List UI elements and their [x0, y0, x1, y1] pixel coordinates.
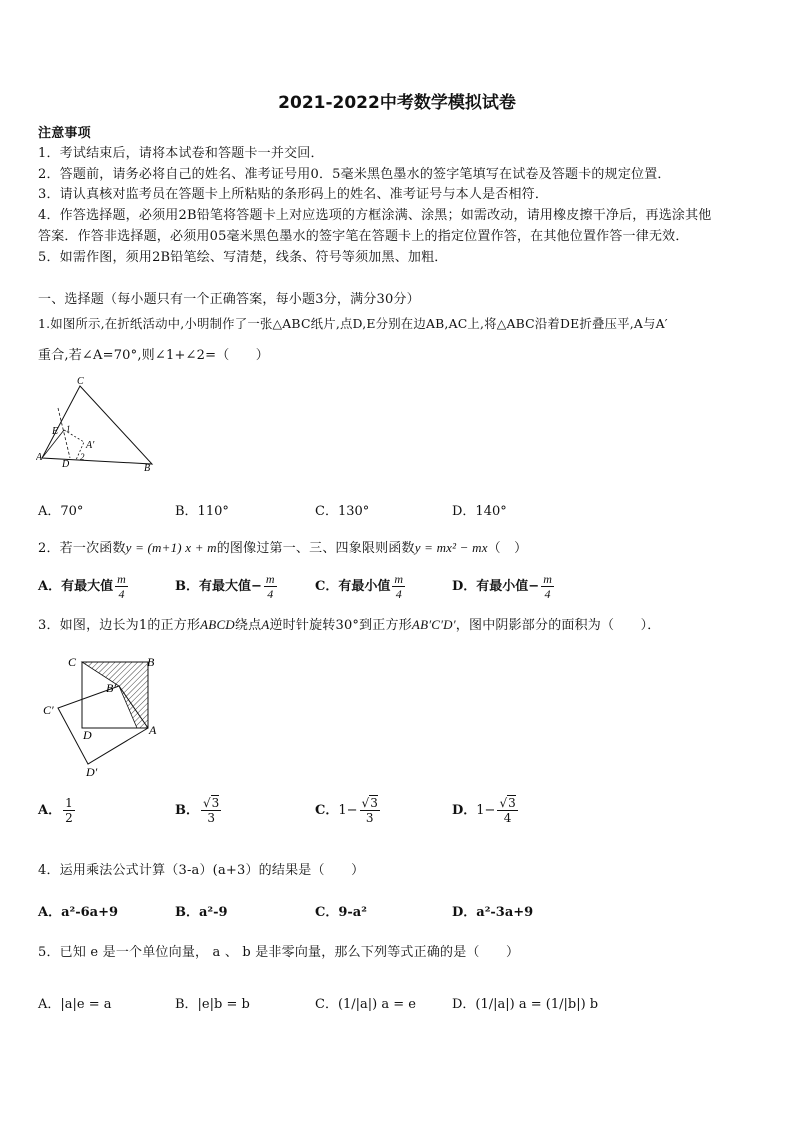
- note-item: 4．作答选择题，必须用2B铅笔将答题卡上对应选项的方框涂满、涂黑；如需改动，请用橡皮擦干净后，再选涂其他: [38, 208, 712, 223]
- page-title: 2021-2022中考数学模拟试卷: [278, 93, 516, 113]
- q4-stem: 4．运用乘法公式计算（3-a）(a+3）的结果是（ ）: [38, 863, 365, 878]
- q2-mid: 的图像过第一、三、四象限则函数: [216, 541, 415, 556]
- label-C: C: [68, 655, 77, 669]
- label-E: E: [52, 426, 59, 437]
- label-A: A: [36, 452, 43, 463]
- q1-option-c[interactable]: C．130°: [315, 504, 370, 519]
- q3-option-b[interactable]: B． $\frac{√3}{3}$: [175, 796, 220, 825]
- label-D: D: [62, 459, 70, 470]
- note-item: 5．如需作图，须用2B铅笔绘、写清楚，线条、符号等须加黑、加粗．: [38, 250, 448, 265]
- q2-option-d[interactable]: D．有最小值− $\frac{m}{4}$: [452, 572, 552, 601]
- q5-stem: 5．已知 e 是一个单位向量， a 、 b 是非零向量，那么下列等式正确的是（ ）: [38, 945, 520, 960]
- q2-option-b[interactable]: B．有最大值− $\frac{m}{4}$: [175, 572, 275, 601]
- q3-option-d[interactable]: D．1− $\frac{√3}{4}$: [452, 796, 516, 825]
- label-D: D: [83, 728, 92, 742]
- q4-option-a[interactable]: A．a²-6a+9: [38, 905, 119, 920]
- q1-option-a[interactable]: A．70°: [38, 504, 84, 519]
- note-item: 答案．作答非选择题，必须用05毫米黑色墨水的签字笔在答题卡上的指定位置作答，在其他位置作答一律无效．: [38, 229, 689, 244]
- note-item: 2．答题前，请务必将自己的姓名、准考证号用0．5毫米黑色墨水的签字笔填写在试卷及答题卡的规定位置．: [38, 167, 671, 182]
- q2-option-c[interactable]: C．有最小值 $\frac{m}{4}$: [315, 572, 404, 601]
- q2-option-a[interactable]: A．有最大值 $\frac{m}{4}$: [38, 572, 126, 601]
- label-B: B: [147, 655, 155, 669]
- q2-pre: 2．若一次函数: [38, 541, 126, 556]
- label-C: C: [77, 376, 84, 387]
- label-A: A: [149, 723, 157, 737]
- label-C-prime: C′: [43, 703, 54, 717]
- q5-option-c[interactable]: C．(1/|a|) a = e: [315, 997, 416, 1012]
- q1-stem-line1: 1.如图所示,在折纸活动中,小明制作了一张△ABC纸片,点D,E分别在边AB,AC上,将△ABC沿着DE折叠压平,A与A′: [38, 316, 668, 331]
- q4-option-b[interactable]: B．a²-9: [175, 905, 228, 920]
- q5-option-b[interactable]: B．|e|b = b: [175, 997, 250, 1012]
- q1-triangle-figure: [36, 374, 166, 474]
- label-1: 1: [66, 424, 71, 434]
- q4-option-c[interactable]: C．9-a²: [315, 905, 367, 920]
- label-B-prime: B′: [106, 681, 116, 695]
- q3-option-a[interactable]: A． $\frac{1}{2}$: [38, 796, 73, 825]
- q5-option-d[interactable]: D．(1/|a|) a = (1/|b|) b: [452, 997, 599, 1012]
- notes-heading: 注意事项: [38, 126, 91, 141]
- q1-option-d[interactable]: D．140°: [452, 504, 507, 519]
- q3-option-c[interactable]: C．1− $\frac{√3}{3}$: [315, 796, 378, 825]
- label-A-prime: A′: [86, 440, 95, 451]
- q2-stem: [38, 537, 527, 556]
- q2-post: （ ）: [487, 541, 528, 556]
- label-B: B: [144, 463, 151, 474]
- q3-stem: 3．如图，边长为1的正方形ABCD绕点A逆时针旋转30°到正方形AB′C′D′，图中阴影部分的面积为（ ）．: [38, 617, 661, 633]
- q1-option-b[interactable]: B．110°: [175, 504, 229, 519]
- q1-stem-line2: 重合,若∠A=70°,则∠1+∠2=（ ）: [38, 348, 269, 363]
- q2-func2: y = mx² − mx: [414, 540, 488, 555]
- note-item: 3．请认真核对监考员在答题卡上所粘贴的条形码上的姓名、准考证号与本人是否相符．: [38, 187, 549, 202]
- q5-option-a[interactable]: A．|a|e = a: [38, 997, 112, 1012]
- section-heading: 一、选择题（每小题只有一个正确答案，每小题3分，满分30分）: [38, 292, 420, 307]
- label-2: 2: [80, 452, 85, 462]
- q3-square-figure: [40, 652, 170, 782]
- q4-option-d[interactable]: D．a²-3a+9: [452, 905, 534, 920]
- note-item: 1．考试结束后，请将本试卷和答题卡一并交回．: [38, 146, 324, 161]
- q2-func1: y = (m+1) x + m: [125, 540, 217, 555]
- label-D-prime: D′: [86, 765, 98, 779]
